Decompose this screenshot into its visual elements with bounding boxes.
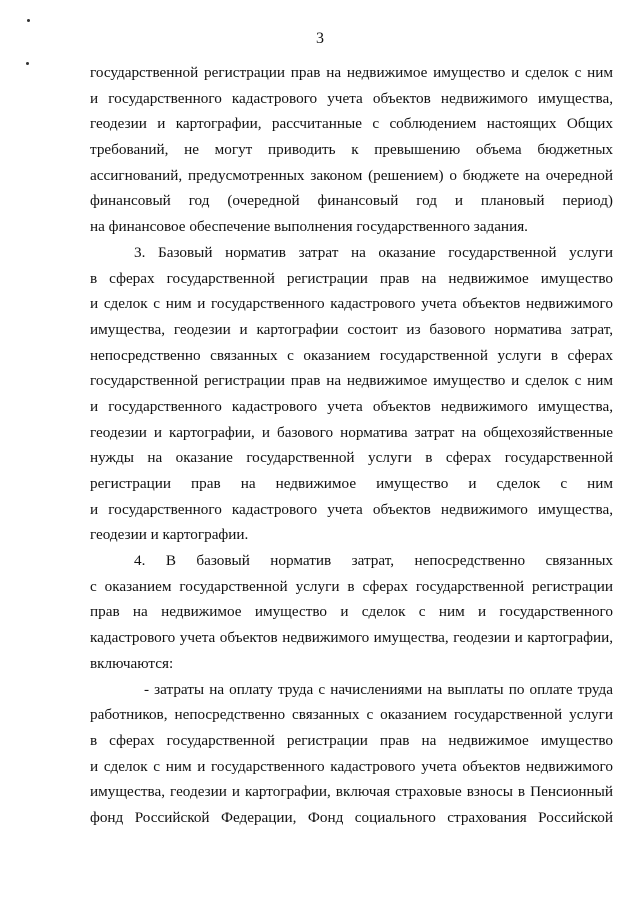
text-line: геодезии и картографии.: [90, 526, 249, 544]
text-line: государственной регистрации прав на недвижимое имущество и сделок с ним: [90, 372, 613, 390]
text-line: кадастрового учета объектов недвижимого имущества, геодезии и картографии,: [90, 629, 613, 647]
text-line: 3. Базовый норматив затрат на оказание государственной услуги: [134, 243, 613, 261]
text-line: имущества, геодезии и картографии, включая страховые взносы в Пенсионный: [90, 783, 613, 801]
text-line: включаются:: [90, 654, 174, 672]
text-line: фонд Российской Федерации, Фонд социального страхования Российской: [90, 808, 613, 826]
body-text: [90, 60, 613, 831]
text-line: регистрации прав на недвижимое имущество и сделок с ним: [90, 475, 613, 492]
text-line: непосредственно связанных с оказанием государственной услуги в сферах: [90, 346, 613, 364]
text-line: 4. В базовый норматив затрат, непосредственно связанных: [134, 552, 613, 570]
text-line: государственной регистрации прав на недвижимое имущество и сделок с ним: [90, 64, 613, 81]
text-line: и государственного кадастрового учета объектов недвижимого имущества,: [90, 500, 613, 518]
text-line: прав на недвижимое имущество и сделок с ним и государственного: [90, 603, 613, 621]
text-line: в сферах государственной регистрации прав на недвижимое имущество: [90, 269, 613, 287]
scan-mark: [27, 19, 30, 22]
text-line: и государственного кадастрового учета объектов недвижимого имущества,: [90, 397, 613, 415]
text-line: работников, непосредственно связанных с оказанием государственной услуги: [90, 706, 613, 724]
text-line: требований, не могут приводить к превышению объема бюджетных: [90, 141, 613, 159]
text-line: ассигнований, предусмотренных законом (решением) о бюджете на очередной: [90, 166, 613, 184]
text-line: с оказанием государственной услуги в сферах государственной регистрации: [90, 577, 613, 595]
text-line: и сделок с ним и государственного кадастрового учета объектов недвижимого: [90, 757, 613, 775]
scan-mark: [26, 62, 29, 65]
text-line: и государственного кадастрового учета объектов недвижимого имущества,: [90, 89, 613, 107]
text-line: геодезии и картографии, и базового норматива затрат на общехозяйственные: [90, 423, 613, 441]
text-line: нужды на оказание государственной услуги в сферах государственной: [90, 449, 613, 467]
text-line: - затраты на оплату труда с начислениями на выплаты по оплате труда: [144, 680, 613, 698]
page-number: 3: [316, 30, 324, 47]
text-line: финансовый год (очередной финансовый год и плановый период): [90, 192, 613, 210]
text-line: на финансовое обеспечение выполнения государственного задания.: [90, 218, 528, 236]
text-line: имущества, геодезии и картографии состоит из базового норматива затрат,: [90, 320, 613, 338]
text-line: в сферах государственной регистрации прав на недвижимое имущество: [90, 731, 613, 749]
text-line: и сделок с ним и государственного кадастрового учета объектов недвижимого: [90, 295, 613, 313]
text-line: геодезии и картографии, рассчитанные с соблюдением настоящих Общих: [90, 115, 613, 133]
